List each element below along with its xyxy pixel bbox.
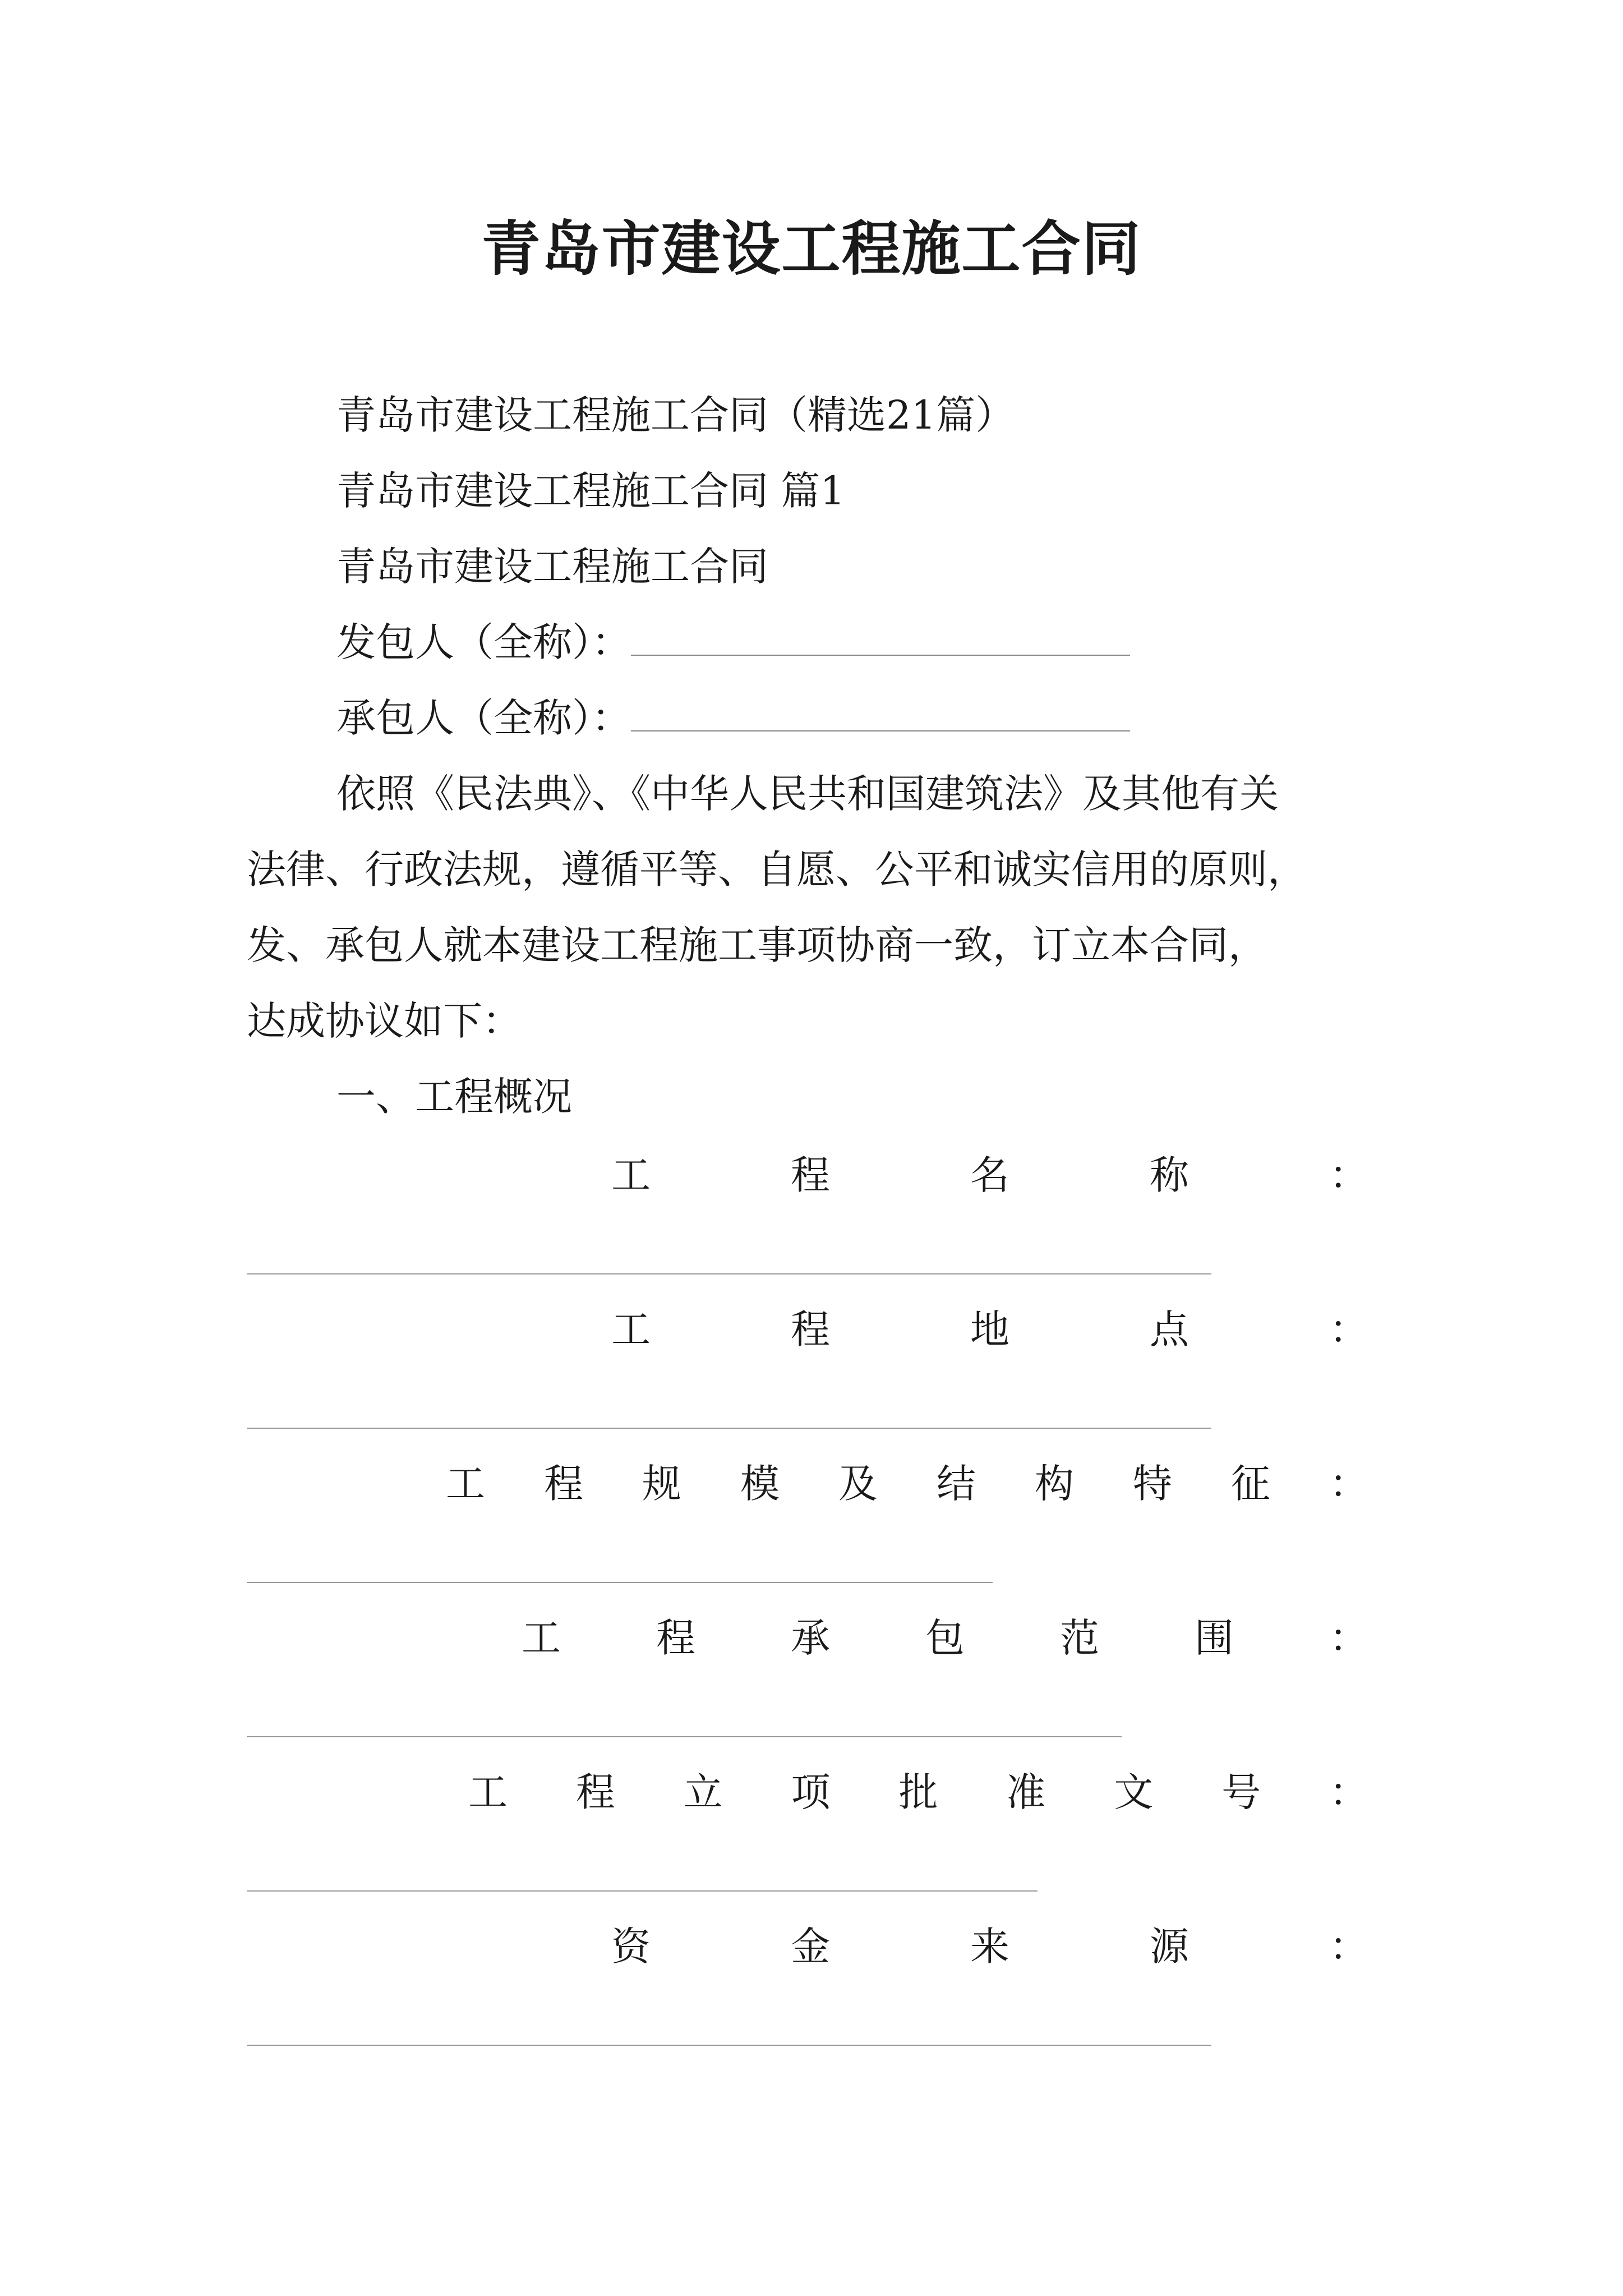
field-char: 结 — [937, 1461, 976, 1507]
project-scale-blank[interactable] — [247, 1582, 993, 1583]
field-contract-scope — [522, 1610, 1368, 1666]
contractor-label: 承包人（全称）： — [336, 695, 631, 741]
field-colon: ： — [1329, 1924, 1368, 1970]
field-char: 来 — [970, 1924, 1009, 1970]
field-char: 文 — [1114, 1769, 1154, 1815]
document-subtitle: 青岛市建设工程施工合同（精选21篇） — [336, 392, 1015, 438]
field-char: 程 — [656, 1615, 695, 1661]
preamble-line-2: 法律、行政法规，遵循平等、自愿、公平和诚实信用的原则， — [247, 846, 1307, 892]
field-char: 名 — [970, 1152, 1009, 1198]
field-char: 工 — [611, 1306, 651, 1352]
field-char: 构 — [1035, 1461, 1074, 1507]
field-char: 规 — [642, 1461, 681, 1507]
field-char: 工 — [611, 1152, 651, 1198]
field-char: 准 — [1006, 1769, 1046, 1815]
field-char: 程 — [575, 1769, 615, 1815]
employer-line — [336, 614, 1130, 670]
field-char: 地 — [970, 1306, 1009, 1352]
field-char: 范 — [1060, 1615, 1099, 1661]
preamble-line-1: 依照《民法典》、《中华人民共和国建筑法》及其他有关 — [336, 771, 1279, 817]
fund-source-blank[interactable] — [247, 2045, 1211, 2046]
field-project-name — [611, 1147, 1368, 1203]
field-char: 围 — [1195, 1615, 1234, 1661]
field-char: 程 — [544, 1461, 583, 1507]
field-char: 立 — [683, 1769, 723, 1815]
project-location-blank[interactable] — [247, 1428, 1211, 1429]
field-char: 特 — [1133, 1461, 1172, 1507]
field-char: 项 — [791, 1769, 831, 1815]
field-char: 承 — [791, 1615, 830, 1661]
field-colon: ： — [1329, 1306, 1368, 1352]
employer-blank[interactable] — [631, 615, 1130, 656]
employer-label: 发包人（全称）： — [336, 619, 631, 665]
field-colon: ： — [1329, 1152, 1368, 1198]
field-approval-number — [468, 1764, 1368, 1820]
field-char: 源 — [1150, 1924, 1189, 1970]
section-1-heading: 一、工程概况 — [336, 1074, 572, 1120]
field-char: 征 — [1231, 1461, 1270, 1507]
field-char: 批 — [898, 1769, 938, 1815]
approval-number-blank[interactable] — [247, 1890, 1038, 1892]
field-char: 包 — [925, 1615, 965, 1661]
contractor-blank[interactable] — [631, 691, 1130, 731]
field-char: 及 — [838, 1461, 878, 1507]
field-char: 工 — [468, 1769, 508, 1815]
field-char: 称 — [1150, 1152, 1189, 1198]
field-colon: ： — [1329, 1461, 1368, 1507]
field-project-scale — [446, 1456, 1368, 1512]
field-colon: ： — [1329, 1769, 1368, 1815]
field-char: 程 — [791, 1306, 830, 1352]
contractor-line — [336, 690, 1130, 746]
field-char: 工 — [446, 1461, 485, 1507]
field-char: 金 — [791, 1924, 830, 1970]
preamble-line-3: 发、承包人就本建设工程施工事项协商一致，订立本合同， — [247, 922, 1267, 968]
field-char: 工 — [522, 1615, 561, 1661]
project-name-blank[interactable] — [247, 1273, 1211, 1274]
field-char: 点 — [1150, 1306, 1189, 1352]
contract-scope-blank[interactable] — [247, 1736, 1122, 1737]
field-colon: ： — [1329, 1615, 1368, 1661]
field-project-location — [611, 1301, 1368, 1358]
field-char: 模 — [740, 1461, 780, 1507]
preamble-line-4: 达成协议如下： — [247, 998, 522, 1044]
field-fund-source — [611, 1918, 1368, 1975]
contract-name: 青岛市建设工程施工合同 — [336, 544, 768, 590]
field-char: 程 — [791, 1152, 830, 1198]
chapter-heading: 青岛市建设工程施工合同 篇1 — [336, 468, 845, 514]
field-char: 号 — [1221, 1769, 1261, 1815]
document-title: 青岛市建设工程施工合同 — [481, 214, 1142, 283]
field-char: 资 — [611, 1924, 651, 1970]
